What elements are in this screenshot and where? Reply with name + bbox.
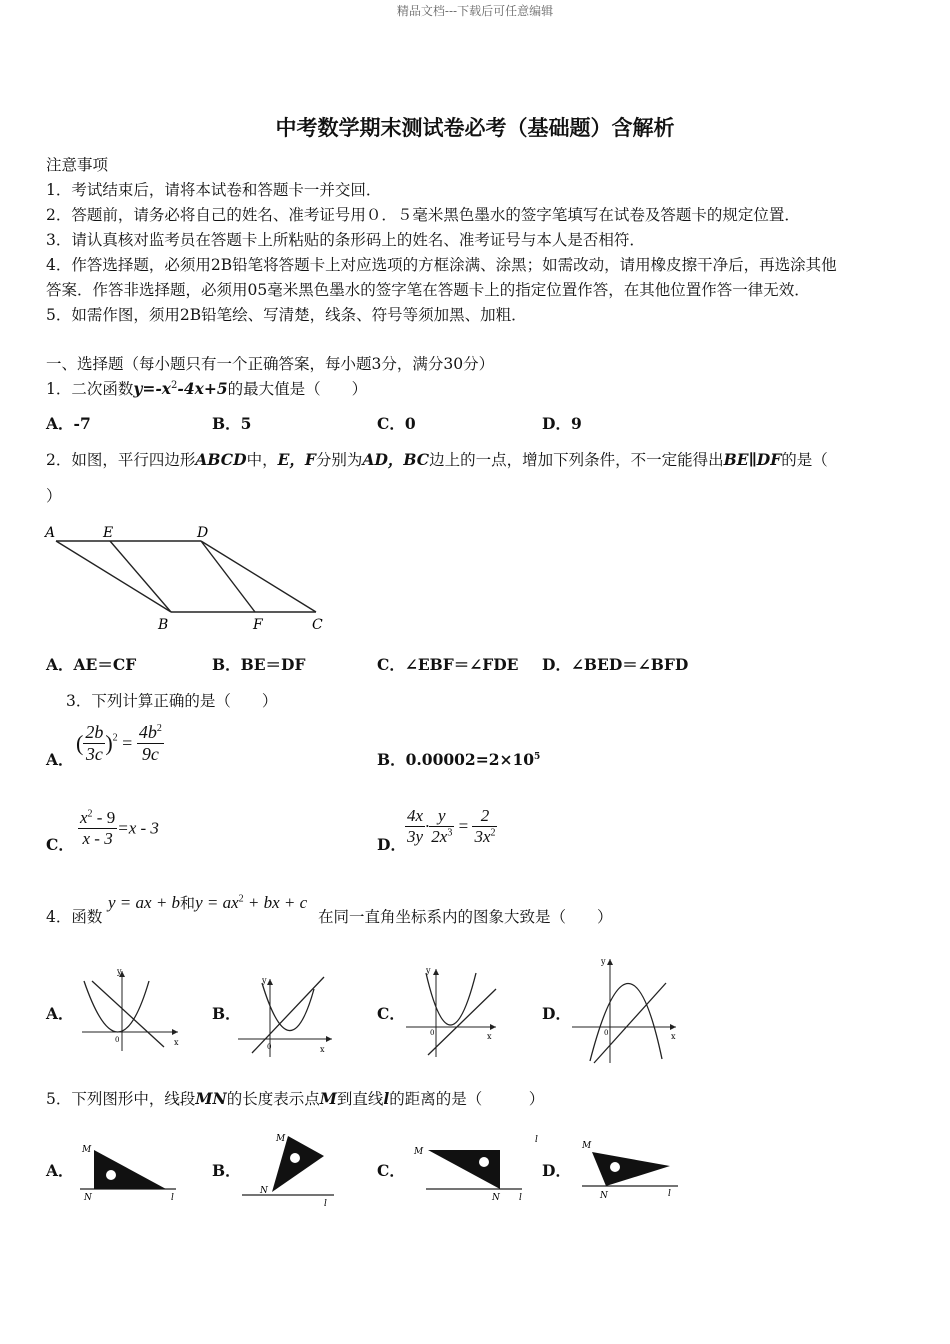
notice-item: 2．答题前，请务必将自己的姓名、准考证号用０．５毫米黑色墨水的签字笔填写在试卷及答题卡的规定位置． bbox=[46, 206, 800, 224]
svg-text:M: M bbox=[582, 1141, 592, 1151]
question-5-option-d[interactable]: D． bbox=[542, 1161, 571, 1180]
svg-text:l: l bbox=[324, 1199, 327, 1209]
question-2-option-a[interactable]: A．AE＝CF bbox=[46, 655, 137, 674]
svg-text:y: y bbox=[262, 976, 267, 985]
question-4-prefix: 4．函数 bbox=[46, 908, 103, 926]
graph-option-d bbox=[568, 955, 684, 1067]
question-4-option-c[interactable]: C． bbox=[377, 1004, 405, 1023]
question-5-option-b[interactable]: B． bbox=[212, 1161, 241, 1180]
vertex-label-d: D bbox=[197, 525, 209, 541]
question-2-option-d[interactable]: D．∠BED＝∠BFD bbox=[542, 655, 689, 674]
vertex-label-e: E bbox=[103, 525, 114, 541]
graph-option-c bbox=[402, 965, 514, 1060]
question-4-option-d[interactable]: D． bbox=[542, 1004, 571, 1023]
vertex-label-c: C bbox=[312, 617, 323, 633]
svg-text:x: x bbox=[671, 1032, 676, 1041]
page-title: 中考数学期末测试卷必考（基础题）含解析 bbox=[275, 116, 675, 140]
svg-text:l: l bbox=[519, 1193, 522, 1203]
question-3-option-c-formula: $\frac{x^2 - 9}{x - 3}$ =x - 3 bbox=[80, 808, 159, 848]
vertex-label-a: A bbox=[45, 525, 56, 541]
notice-heading: 注意事项 bbox=[46, 156, 109, 174]
graph-option-a bbox=[74, 965, 186, 1055]
svg-text:0: 0 bbox=[430, 1029, 435, 1037]
question-3-option-a-label[interactable]: A． bbox=[46, 750, 74, 769]
question-5-option-a[interactable]: A． bbox=[46, 1161, 74, 1180]
graph-option-b bbox=[232, 965, 344, 1055]
notice-item: 答案．作答非选择题，必须用05毫米黑色墨水的签字笔在答题卡上的指定位置作答，在其他位置作答一律无效． bbox=[46, 281, 810, 299]
svg-text:y: y bbox=[117, 967, 122, 976]
svg-text:l: l bbox=[171, 1193, 174, 1203]
triangle-figure-b bbox=[238, 1130, 348, 1210]
triangle-figure-d bbox=[570, 1134, 682, 1206]
question-4-formula: y = ax + b和$y = ax^2$ + bx + c bbox=[108, 893, 308, 912]
question-5-stem: 5．下列图形中，线段MN的长度表示点M到直线l的距离的是（ ） bbox=[46, 1089, 545, 1108]
notice-item: 3．请认真核对监考员在答题卡上所粘贴的条形码上的姓名、准考证号与本人是否相符． bbox=[46, 231, 645, 249]
svg-text:0: 0 bbox=[604, 1029, 609, 1037]
triangle-figure-a bbox=[76, 1140, 186, 1206]
question-3-option-d-label[interactable]: D． bbox=[377, 835, 406, 854]
question-2-option-c[interactable]: C．∠EBF＝∠FDE bbox=[377, 655, 519, 674]
question-1-stem: 1．二次函数$y=-x^2-4x+5$的最大值是（ ） bbox=[46, 379, 368, 398]
question-3-option-c-label[interactable]: C． bbox=[46, 835, 74, 854]
question-2-option-b[interactable]: B．BE＝DF bbox=[212, 655, 306, 674]
svg-text:0: 0 bbox=[115, 1036, 120, 1044]
question-4-option-a[interactable]: A． bbox=[46, 1004, 74, 1023]
question-5-option-c[interactable]: C． bbox=[377, 1161, 405, 1180]
svg-text:N: N bbox=[600, 1191, 608, 1201]
svg-text:M: M bbox=[414, 1147, 424, 1157]
svg-text:x: x bbox=[174, 1038, 179, 1047]
triangle-figure-c bbox=[404, 1134, 538, 1206]
question-3-stem: 3．下列计算正确的是（ ） bbox=[66, 692, 278, 710]
question-1-option-d[interactable]: D．9 bbox=[542, 414, 582, 433]
question-3-option-b[interactable]: B．$0.00002=2\times 10^5$ bbox=[377, 750, 541, 769]
svg-text:l: l bbox=[535, 1135, 538, 1145]
vertex-label-b: B bbox=[158, 617, 169, 633]
svg-text:N: N bbox=[260, 1186, 268, 1196]
question-1-option-b[interactable]: B．5 bbox=[212, 414, 252, 433]
svg-text:N: N bbox=[492, 1193, 500, 1203]
svg-text:M: M bbox=[276, 1134, 286, 1144]
section-heading: 一、选择题（每小题只有一个正确答案，每小题3分，满分30分） bbox=[46, 355, 495, 373]
question-2-stem-end: ） bbox=[46, 487, 62, 505]
page-header: 精品文档---下载后可任意编辑 bbox=[396, 4, 554, 18]
question-1-option-c[interactable]: C．0 bbox=[377, 414, 416, 433]
question-4-suffix: 在同一直角坐标系内的图象大致是（ ） bbox=[318, 908, 613, 926]
question-4-option-b[interactable]: B． bbox=[212, 1004, 241, 1023]
question-3-option-d-formula: $\frac{4x}{3y}$ · $\frac{y}{2x^3}$ = $\frac{2}{3x^2}$ bbox=[407, 806, 496, 846]
svg-text:x: x bbox=[487, 1032, 492, 1041]
svg-text:0: 0 bbox=[267, 1043, 272, 1051]
question-2-stem: 2．如图，平行四边形ABCD中，E，F分别为AD，BC边上的一点，增加下列条件，不一定能得出BE∥DF的是（ bbox=[46, 450, 828, 469]
svg-text:l: l bbox=[668, 1189, 671, 1199]
vertex-label-f: F bbox=[253, 617, 263, 633]
svg-text:x: x bbox=[320, 1045, 325, 1054]
svg-text:N: N bbox=[84, 1193, 92, 1203]
notice-item: 4．作答选择题，必须用2B铅笔将答题卡上对应选项的方框涂满、涂黑；如需改动，请用橡皮擦干净后，再选涂其他 bbox=[46, 256, 837, 274]
svg-text:y: y bbox=[426, 966, 431, 975]
notice-item: 1．考试结束后，请将本试卷和答题卡一并交回． bbox=[46, 181, 382, 199]
notice-item: 5．如需作图，须用2B铅笔绘、写清楚，线条、符号等须加黑、加粗． bbox=[46, 306, 527, 324]
parallelogram-figure bbox=[40, 520, 340, 635]
question-1-option-a[interactable]: A．-7 bbox=[46, 414, 91, 433]
svg-text:y: y bbox=[601, 957, 606, 966]
question-3-option-a-formula: ( $\frac{2b}{3c}$ )$^2$ = $\frac{4b^2}{9c}$ bbox=[76, 722, 162, 764]
svg-text:M: M bbox=[82, 1145, 92, 1155]
